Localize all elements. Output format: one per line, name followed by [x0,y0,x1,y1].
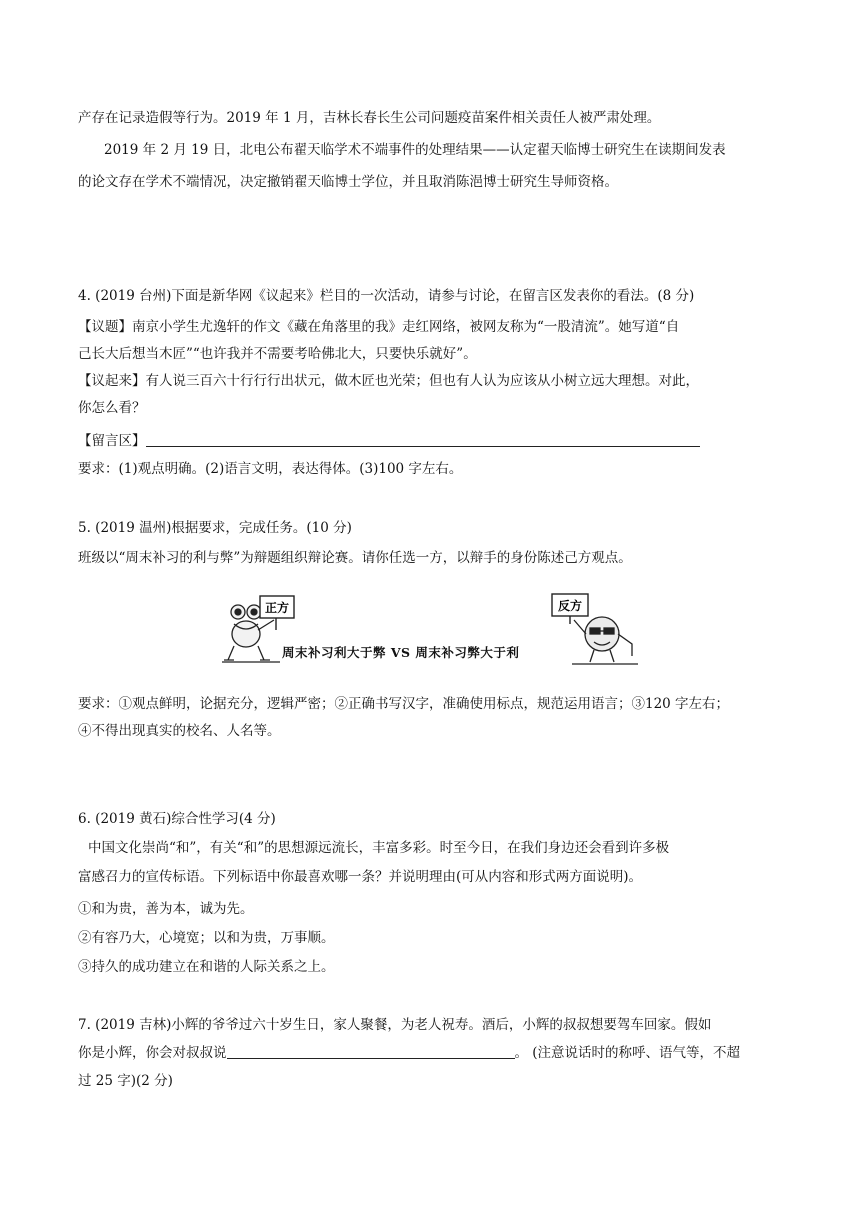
q7-answer-blank[interactable] [227,1044,515,1059]
q6-title: 6. (2019 黄石)综合性学习(4 分) [78,811,276,827]
q7-line-3: 过 25 字)(2 分) [78,1073,173,1089]
q5-title: 5. (2019 温州)根据要求，完成任务。(10 分) [78,520,352,536]
top-paragraph-line-3: 的论文存在学术不端情况，决定撤销翟天临博士学位，并且取消陈浥博士研究生导师资格。 [78,174,618,190]
q5-line-1: 班级以“周末补习的利与弊”为辩题组织辩论赛。请你任选一方，以辩手的身份陈述己方观点。 [78,550,632,566]
q4-comment-blank[interactable] [146,432,700,447]
q6-line-1: 中国文化崇尚“和”，有关“和”的思想源远流长，丰富多彩。时至今日，在我们身边还会看到许多极 [88,840,670,856]
q4-topic-line-2: 己长大后想当木匠”“也许我并不需要考哈佛北大，只要快乐就好”。 [78,346,477,362]
debate-caption: 周末补习利大于弊 VS 周末补习弊大于利 [282,645,520,660]
q4-topic-line-1: 【议题】南京小学生尤逸轩的作文《藏在角落里的我》走红网络，被网友称为“一股清流”。她写道“自 [78,319,680,335]
q7-line-1: 7. (2019 吉林)小辉的爷爷过六十岁生日，家人聚餐，为老人祝寿。酒后，小辉的叔叔想要驾车回家。假如 [78,1017,712,1033]
q4-comment-area [78,431,700,451]
q4-title: 4. (2019 台州)下面是新华网《议起来》栏目的一次活动，请参与讨论，在留言区发表你的看法。(8 分) [78,288,695,304]
sign-right-text: 反方 [557,599,583,613]
q6-option-3: ③持久的成功建立在和谐的人际关系之上。 [78,959,335,975]
top-paragraph-line-2: 2019 年 2 月 19 日，北电公布翟天临学术不端事件的处理结果——认定翟天临博士研究生在读期间发表 [104,142,726,158]
q4-requirement: 要求：(1)观点明确。(2)语言文明，表达得体。(3)100 字左右。 [78,461,463,477]
q4-discuss-line-2: 你怎么看？ [78,400,146,416]
q4-discuss-line-1: 【议起来】有人说三百六十行行行出状元，做木匠也光荣；但也有人认为应该从小树立远大理想。对此， [78,373,699,389]
ball-character-icon [574,617,632,662]
q4-comment-label: 【留言区】 [78,433,146,449]
q5-requirement-line-1: 要求：①观点鲜明，论据充分，逻辑严密；②正确书写汉字，准确使用标点，规范运用语言；③120 字左右； [78,696,730,712]
q7-line-2 [78,1043,740,1063]
q6-option-1: ①和为贵，善为本，诚为先。 [78,901,254,917]
q7-line-2-end: 。 (注意说话时的称呼、语气等，不超 [514,1045,741,1061]
q7-line-2-start: 你是小辉，你会对叔叔说 [78,1045,227,1061]
sign-left-text: 正方 [264,601,290,615]
q5-requirement-line-2: ④不得出现真实的校名、人名等。 [78,723,281,739]
top-paragraph-line-1: 产存在记录造假等行为。2019 年 1 月，吉林长春长生公司问题疫苗案件相关责任人被严肃处理。 [78,110,661,126]
q6-line-2: 富感召力的宣传标语。下列标语中你最喜欢哪一条？并说明理由(可从内容和形式两方面说明)。 [78,869,643,885]
q6-option-2: ②有容乃大，心境宽；以和为贵，万事顺。 [78,930,335,946]
